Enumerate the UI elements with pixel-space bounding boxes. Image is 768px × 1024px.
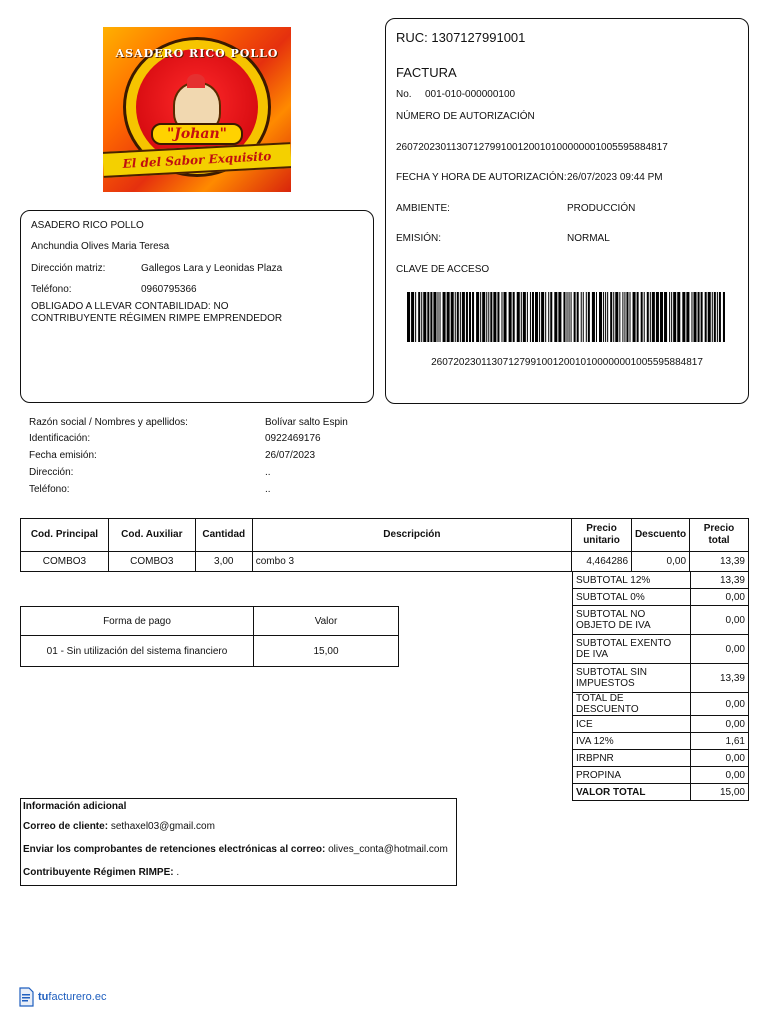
customer-id-label: Identificación:	[29, 433, 91, 444]
barcode-bar	[652, 292, 655, 342]
barcode-bar	[550, 292, 552, 342]
barcode-bar	[462, 292, 465, 342]
barcode-bar	[641, 292, 643, 342]
access-key-number: 2607202301130712799100120010100000001005595884817	[431, 357, 703, 368]
totals-row	[573, 572, 749, 589]
brand-suffix: facturero.ec	[48, 991, 107, 1003]
barcode-bar	[469, 292, 471, 342]
items-table	[20, 518, 749, 572]
totals-table	[572, 571, 749, 801]
barcode-bar	[719, 292, 721, 342]
barcode-bar	[530, 292, 531, 342]
cell-cod-principal: COMBO3	[21, 552, 109, 572]
barcode-bar	[581, 292, 582, 342]
barcode-bar	[656, 292, 659, 342]
barcode-bar	[712, 292, 713, 342]
total-label: ICE	[573, 716, 691, 733]
barcode-bar	[626, 292, 628, 342]
cell-descripcion: combo 3	[252, 552, 571, 572]
invoice-type: FACTURA	[396, 65, 457, 80]
barcode-bar	[603, 292, 604, 342]
customer-date-value: 26/07/2023	[265, 450, 316, 461]
barcode-bar	[698, 292, 700, 342]
customer-address-value: ..	[265, 467, 271, 478]
total-label: SUBTOTAL SIN IMPUESTOS	[573, 664, 691, 693]
additional-info-title: Información adicional	[23, 801, 127, 812]
barcode-bar	[574, 292, 576, 342]
barcode-bar	[497, 292, 499, 342]
totals-row	[573, 635, 749, 664]
barcode-bar	[421, 292, 422, 342]
issuer-address-value: Gallegos Lara y Leonidas Plaza	[141, 263, 283, 274]
barcode-bar	[460, 292, 461, 342]
barcode-bar	[592, 292, 595, 342]
payment-table	[20, 606, 399, 667]
payment-value: 15,00	[254, 636, 399, 667]
grand-total-row	[573, 784, 749, 801]
col-cantidad: Cantidad	[195, 519, 252, 552]
barcode-bar	[501, 292, 502, 342]
barcode-bar	[607, 292, 608, 342]
payment-method-header: Forma de pago	[21, 607, 254, 636]
totals-row	[573, 750, 749, 767]
totals-row	[573, 589, 749, 606]
rimpe-line	[23, 867, 179, 878]
client-email-line	[23, 821, 215, 832]
emission-value: NORMAL	[567, 233, 610, 244]
barcode-bar	[619, 292, 620, 342]
barcode-bar	[513, 292, 515, 342]
barcode-bar	[407, 292, 410, 342]
barcode-bar	[418, 292, 420, 342]
barcode-bar	[669, 292, 670, 342]
grand-total-value: 15,00	[691, 784, 749, 801]
barcode-bar	[660, 292, 663, 342]
items-header-row	[21, 519, 749, 552]
barcode-bar	[693, 292, 696, 342]
payment-row	[21, 636, 399, 667]
barcode-bar	[430, 292, 432, 342]
barcode-bar	[466, 292, 468, 342]
barcode-bar	[644, 292, 645, 342]
barcode-bar	[509, 292, 512, 342]
barcode-bar	[610, 292, 612, 342]
auth-date-label: FECHA Y HORA DE AUTORIZACIÓN:	[396, 172, 567, 183]
barcode-bar	[440, 292, 441, 342]
customer-address-label: Dirección:	[29, 467, 74, 478]
customer-name-label: Razón social / Nombres y apellidos:	[29, 417, 188, 428]
invoice-box	[385, 18, 749, 404]
withholding-email-label: Enviar los comprobantes de retenciones electrónicas al correo:	[23, 844, 326, 855]
barcode-bar	[563, 292, 565, 342]
withholding-email-line	[23, 844, 448, 855]
rimpe-label: Contribuyente Régimen RIMPE:	[23, 867, 174, 878]
total-value: 0,00	[691, 716, 749, 733]
cell-descuento: 0,00	[632, 552, 690, 572]
barcode-bar	[633, 292, 636, 342]
barcode-bar	[548, 292, 549, 342]
logo-arc-text: ASADERO RICO POLLO	[115, 47, 279, 60]
total-label: IVA 12%	[573, 733, 691, 750]
barcode-bar	[411, 292, 414, 342]
cell-cod-auxiliar: COMBO3	[108, 552, 195, 572]
total-label: PROPINA	[573, 767, 691, 784]
access-key-label: CLAVE DE ACCESO	[396, 264, 490, 275]
barcode-bar	[545, 292, 546, 342]
col-cod-principal: Cod. Principal	[21, 519, 109, 552]
barcode-bar	[671, 292, 672, 342]
access-key-barcode	[407, 292, 726, 342]
issuer-note-rimpe: CONTRIBUYENTE RÉGIMEN RIMPE EMPRENDEDOR	[31, 313, 283, 324]
barcode-bar	[701, 292, 703, 342]
barcode-bar	[415, 292, 416, 342]
cell-precio-unitario: 4,464286	[572, 552, 632, 572]
total-value: 0,00	[691, 589, 749, 606]
cell-precio-total: 13,39	[690, 552, 749, 572]
invoice-no-value: 001-010-000000100	[425, 89, 516, 100]
barcode-bar	[673, 292, 676, 342]
barcode-bar	[517, 292, 520, 342]
barcode-bar	[615, 292, 618, 342]
client-email-value: sethaxel03@gmail.com	[110, 821, 215, 832]
barcode-bar	[527, 292, 528, 342]
barcode-bar	[682, 292, 685, 342]
barcode-bar	[554, 292, 557, 342]
environment-value: PRODUCCIÓN	[567, 203, 636, 214]
total-label: SUBTOTAL EXENTO DE IVA	[573, 635, 691, 664]
barcode-bar	[705, 292, 707, 342]
total-value: 0,00	[691, 635, 749, 664]
barcode-bar	[535, 292, 538, 342]
invoice-ruc: RUC: 1307127991001	[396, 30, 526, 45]
total-value: 1,61	[691, 733, 749, 750]
barcode-bar	[423, 292, 426, 342]
totals-row	[573, 767, 749, 784]
barcode-bar	[708, 292, 711, 342]
totals-row	[573, 664, 749, 693]
barcode-bar	[523, 292, 526, 342]
total-value: 0,00	[691, 767, 749, 784]
issuer-address-label: Dirección matriz:	[31, 263, 106, 274]
invoice-no-label: No.	[396, 89, 412, 100]
payment-method: 01 - Sin utilización del sistema financiero	[21, 636, 254, 667]
footer-brand	[19, 986, 106, 1008]
barcode-bar	[457, 292, 459, 342]
barcode-bar	[532, 292, 534, 342]
logo-slogan: El del Sabor Exquisito	[103, 142, 291, 178]
customer-phone-label: Teléfono:	[29, 484, 70, 495]
auth-number-label: NÚMERO DE AUTORIZACIÓN	[396, 111, 535, 122]
barcode-bar	[605, 292, 606, 342]
barcode-bar	[567, 292, 568, 342]
barcode-bar	[622, 292, 623, 342]
barcode-bar	[488, 292, 489, 342]
total-label: SUBTOTAL 0%	[573, 589, 691, 606]
document-icon	[19, 987, 34, 1007]
barcode-bar	[599, 292, 602, 342]
total-value: 13,39	[691, 572, 749, 589]
barcode-bar	[686, 292, 689, 342]
barcode-bar	[596, 292, 597, 342]
col-cod-auxiliar: Cod. Auxiliar	[108, 519, 195, 552]
issuer-phone-label: Teléfono:	[31, 284, 72, 295]
total-label: SUBTOTAL 12%	[573, 572, 691, 589]
totals-row	[573, 606, 749, 635]
total-value: 0,00	[691, 693, 749, 716]
additional-info-box	[20, 798, 457, 886]
barcode-bar	[714, 292, 716, 342]
environment-label: AMBIENTE:	[396, 203, 450, 214]
customer-name-value: Bolívar salto Espin	[265, 417, 348, 428]
customer-date-label: Fecha emisión:	[29, 450, 97, 461]
issuer-box	[20, 210, 374, 403]
company-logo	[103, 27, 291, 192]
barcode-bar	[521, 292, 522, 342]
emission-label: EMISIÓN:	[396, 233, 442, 244]
barcode-bar	[451, 292, 454, 342]
barcode-bar	[447, 292, 450, 342]
col-precio-total: Precio total	[690, 519, 749, 552]
barcode-bar	[437, 292, 438, 342]
barcode-bar	[539, 292, 540, 342]
barcode-bar	[433, 292, 436, 342]
barcode-bar	[480, 292, 481, 342]
barcode-bar	[586, 292, 587, 342]
barcode-bar	[613, 292, 614, 342]
total-value: 13,39	[691, 664, 749, 693]
barcode-bar	[723, 292, 725, 342]
withholding-email-value: olives_conta@hotmail.com	[328, 844, 448, 855]
issuer-phone-value: 0960795366	[141, 284, 197, 295]
barcode-bar	[493, 292, 496, 342]
barcode-bar	[577, 292, 579, 342]
col-descripcion: Descripción	[252, 519, 571, 552]
barcode-bar	[650, 292, 651, 342]
barcode-bar	[677, 292, 680, 342]
barcode-bar	[571, 292, 572, 342]
barcode-bar	[472, 292, 474, 342]
barcode-bar	[486, 292, 487, 342]
barcode-bar	[637, 292, 639, 342]
issuer-name: ASADERO RICO POLLO	[31, 220, 144, 231]
barcode-bar	[504, 292, 507, 342]
payment-header-row	[21, 607, 399, 636]
barcode-bar	[717, 292, 718, 342]
logo-name-text: "Johan"	[151, 123, 243, 145]
barcode-bar	[558, 292, 561, 342]
barcode-bar	[427, 292, 429, 342]
col-descuento: Descuento	[632, 519, 690, 552]
barcode-bar	[588, 292, 590, 342]
payment-value-header: Valor	[254, 607, 399, 636]
grand-total-label: VALOR TOTAL	[573, 784, 691, 801]
issuer-owner: Anchundia Olives Maria Teresa	[31, 241, 170, 252]
auth-number: 2607202301130712799100120010100000001005595884817	[396, 142, 668, 153]
client-email-label: Correo de cliente:	[23, 821, 109, 832]
col-precio-unitario: Precio unitario	[572, 519, 632, 552]
barcode-bar	[541, 292, 544, 342]
totals-row	[573, 716, 749, 733]
total-label: TOTAL DE DESCUENTO	[573, 693, 691, 716]
totals-row	[573, 733, 749, 750]
customer-phone-value: ..	[265, 484, 271, 495]
barcode-bar	[624, 292, 625, 342]
total-label: IRBPNR	[573, 750, 691, 767]
table-row	[21, 552, 749, 572]
barcode-bar	[664, 292, 667, 342]
barcode-bar	[455, 292, 456, 342]
total-value: 0,00	[691, 606, 749, 635]
rimpe-value: .	[176, 867, 180, 878]
barcode-bar	[482, 292, 485, 342]
barcode-bar	[569, 292, 570, 342]
issuer-note-accounting: OBLIGADO A LLEVAR CONTABILIDAD: NO	[31, 301, 229, 312]
total-value: 0,00	[691, 750, 749, 767]
barcode-bar	[490, 292, 492, 342]
barcode-bar	[443, 292, 446, 342]
total-label: SUBTOTAL NO OBJETO DE IVA	[573, 606, 691, 635]
barcode-bar	[691, 292, 692, 342]
barcode-bar	[647, 292, 649, 342]
auth-date-value: 26/07/2023 09:44 PM	[567, 172, 663, 183]
customer-id-value: 0922469176	[265, 433, 321, 444]
cell-cantidad: 3,00	[195, 552, 252, 572]
barcode-bar	[629, 292, 630, 342]
totals-row	[573, 693, 749, 716]
barcode-bar	[476, 292, 479, 342]
barcode-bar	[583, 292, 584, 342]
brand-prefix: tu	[38, 991, 49, 1003]
